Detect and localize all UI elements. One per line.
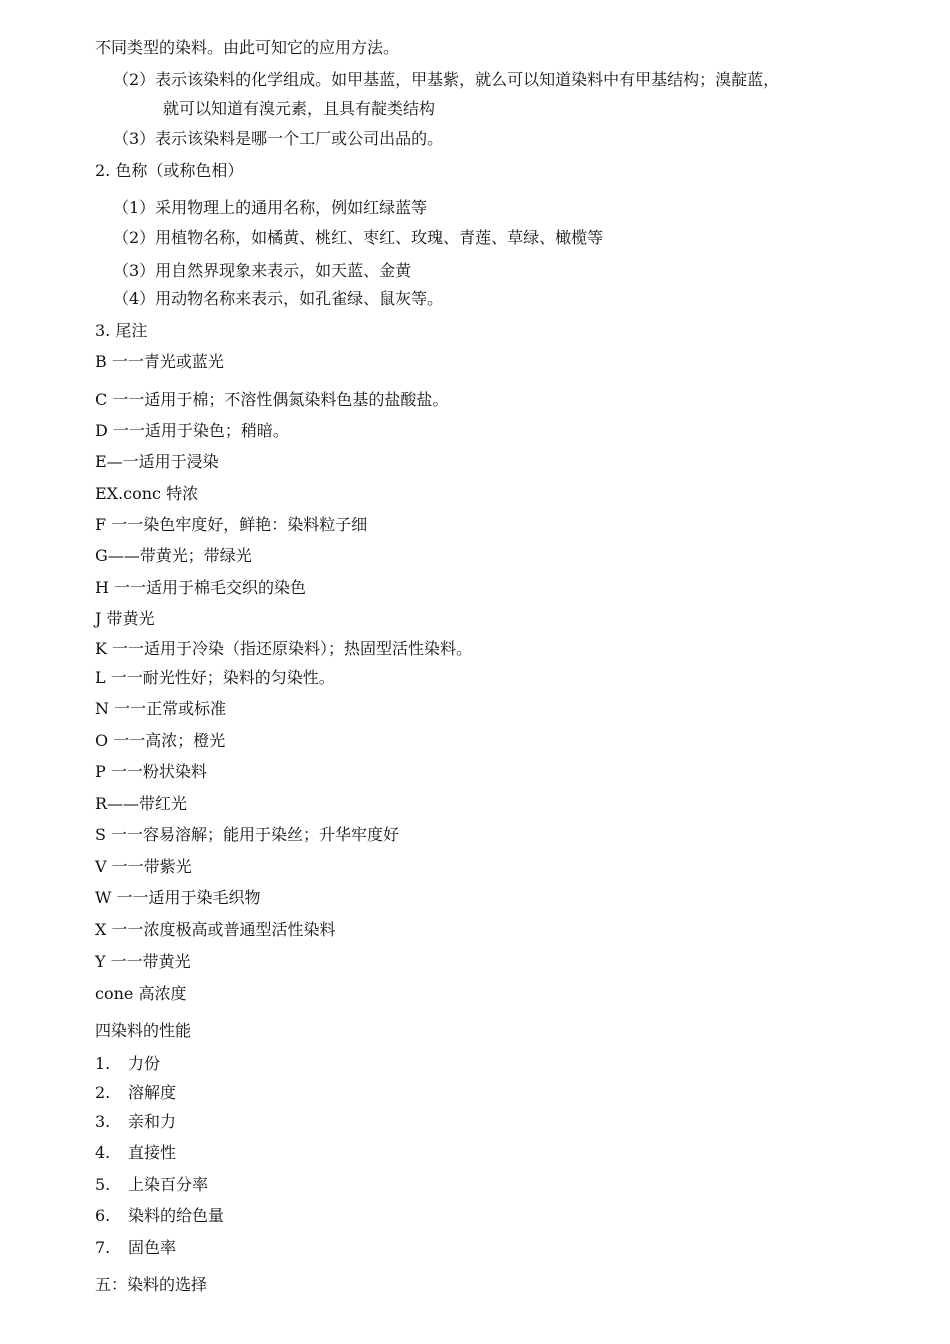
suffix-note: R——带红光 xyxy=(95,794,188,813)
suffix-note: O 一一高浓；橙光 xyxy=(95,731,226,750)
property-item-number: 7. xyxy=(95,1238,111,1257)
section-2-item: （3）用自然界现象来表示，如天蓝、金黄 xyxy=(113,261,412,280)
intro-item-3: （3）表示该染料是哪一个工厂或公司出品的。 xyxy=(113,129,444,148)
section-3-heading: 3. 尾注 xyxy=(95,321,148,340)
suffix-note: EX.conc 特浓 xyxy=(95,484,199,503)
property-item-text: 力份 xyxy=(128,1054,161,1073)
section-2-heading: 2. 色称（或称色相） xyxy=(95,161,244,180)
suffix-note: X 一一浓度极高或普通型活性染料 xyxy=(95,920,336,939)
property-item-number: 1. xyxy=(95,1054,111,1073)
suffix-note: B 一一青光或蓝光 xyxy=(95,352,224,371)
property-item xyxy=(95,1083,176,1103)
property-item xyxy=(95,1054,160,1074)
property-item-number: 3. xyxy=(95,1112,111,1131)
suffix-note: cone 高浓度 xyxy=(95,984,187,1003)
property-item-text: 直接性 xyxy=(128,1143,177,1162)
suffix-note: S 一一容易溶解；能用于染丝；升华牢度好 xyxy=(95,825,400,844)
property-item-text: 上染百分率 xyxy=(128,1175,209,1194)
suffix-note: W 一一适用于染毛织物 xyxy=(95,888,261,907)
suffix-note: J 带黄光 xyxy=(95,609,155,628)
suffix-note: P 一一粉状染料 xyxy=(95,762,207,781)
section-5-heading: 五：染料的选择 xyxy=(95,1275,208,1294)
section-4-heading: 四染料的性能 xyxy=(95,1021,192,1040)
property-item-text: 溶解度 xyxy=(128,1083,177,1102)
property-item-text: 亲和力 xyxy=(128,1112,177,1131)
suffix-note: D 一一适用于染色；稍暗。 xyxy=(95,421,289,440)
property-item xyxy=(95,1175,208,1195)
property-item-number: 4. xyxy=(95,1143,111,1162)
suffix-note: K 一一适用于冷染（指还原染料）；热固型活性染料。 xyxy=(95,639,473,658)
suffix-note: E—一适用于浸染 xyxy=(95,452,219,471)
section-2-item: （4）用动物名称来表示，如孔雀绿、鼠灰等。 xyxy=(113,289,444,308)
suffix-note: V 一一带紫光 xyxy=(95,857,192,876)
suffix-note: C 一一适用于棉；不溶性偶氮染料色基的盐酸盐。 xyxy=(95,390,449,409)
suffix-note: H 一一适用于棉毛交织的染色 xyxy=(95,578,307,597)
property-item xyxy=(95,1112,176,1132)
section-2-item: （2）用植物名称，如橘黄、桃红、枣红、玫瑰、青莲、草绿、橄榄等 xyxy=(113,228,604,247)
suffix-note: L 一一耐光性好；染料的匀染性。 xyxy=(95,668,335,687)
property-item-number: 2. xyxy=(95,1083,111,1102)
intro-item-2: （2）表示该染料的化学组成。如甲基蓝，甲基紫，就么可以知道染料中有甲基结构；溴靛蓝， xyxy=(113,70,780,89)
intro-line: 不同类型的染料。由此可知它的应用方法。 xyxy=(95,38,400,57)
suffix-note: F 一一染色牢度好，鲜艳：染料粒子细 xyxy=(95,515,368,534)
suffix-note: N 一一正常或标准 xyxy=(95,699,227,718)
section-2-item: （1）采用物理上的通用名称，例如红绿蓝等 xyxy=(113,198,428,217)
property-item-text: 固色率 xyxy=(128,1238,177,1257)
suffix-note: G——带黄光；带绿光 xyxy=(95,546,252,565)
property-item xyxy=(95,1143,176,1163)
property-item xyxy=(95,1206,224,1226)
suffix-note: Y 一一带黄光 xyxy=(95,952,191,971)
intro-item-2-continuation: 就可以知道有溴元素，且具有靛类结构 xyxy=(163,99,436,118)
property-item-number: 6. xyxy=(95,1206,111,1225)
property-item xyxy=(95,1238,176,1258)
property-item-number: 5. xyxy=(95,1175,111,1194)
property-item-text: 染料的给色量 xyxy=(128,1206,225,1225)
